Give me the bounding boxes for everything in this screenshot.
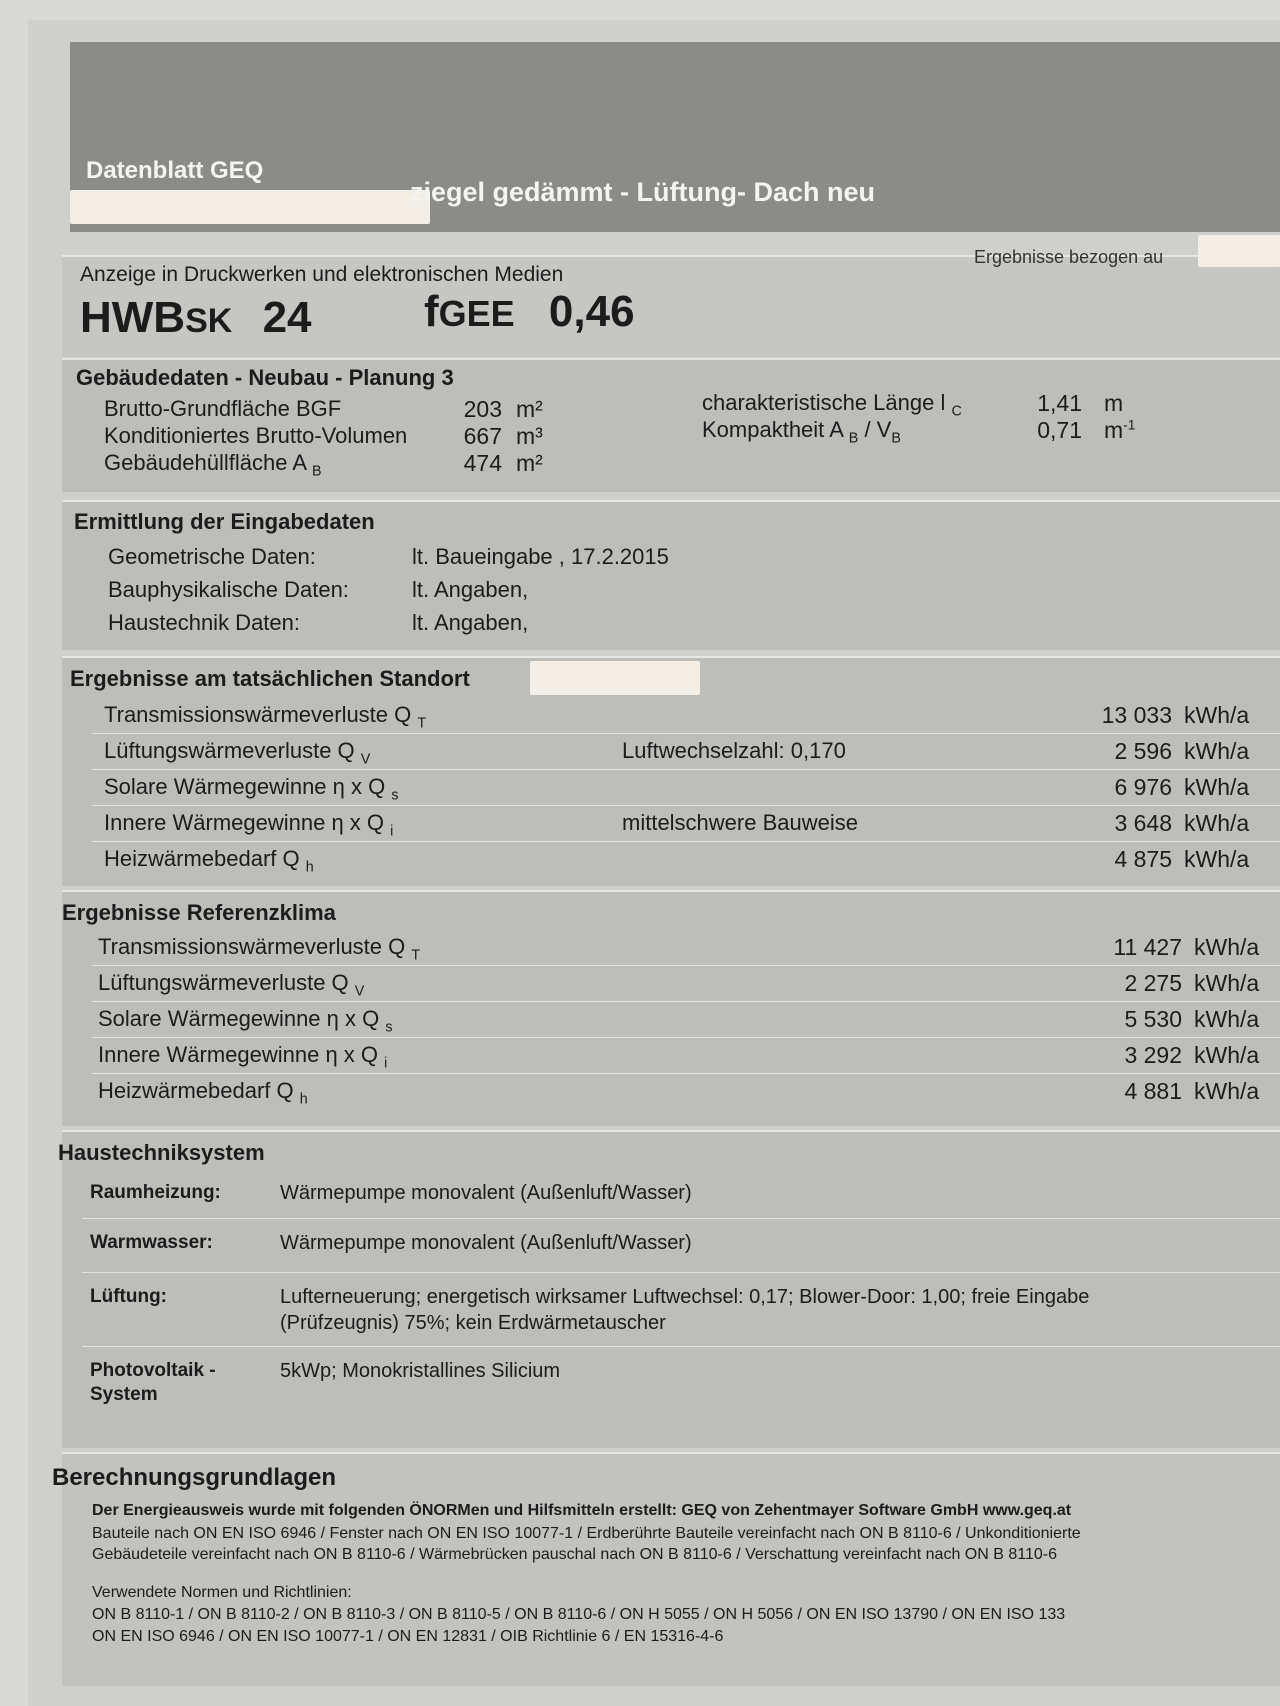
building-metric-unit-text: m [1104,417,1124,443]
reference-row-value: 5 530 [1124,1006,1182,1032]
row-separator [92,841,1280,842]
building-metric-unit-exp: -1 [1123,417,1136,433]
actual-row-label [104,774,399,803]
building-metric-unit [1104,417,1135,444]
hwb-label: HWB [80,293,186,342]
reference-row-unit: kWh/a [1194,1006,1260,1032]
reference-results-panel [62,890,1280,1126]
building-metric-unit-text: m [1104,390,1124,416]
basis-line-1: Der Energieausweis wurde mit folgenden ÖNORMen und Hilfsmitteln erstellt: GEQ von Zehentmayer Software GmbH www.geq.at [92,1502,1072,1519]
building-metric-label [702,390,962,419]
hwb-sub: SK [185,302,233,340]
tech-row-label: Photovoltaik - [90,1360,216,1381]
building-row-value: 474 [463,450,502,476]
actual-row-label-subscript: h [305,859,314,876]
reference-row-value: 4 881 [1124,1078,1182,1104]
redaction-tape [1198,235,1280,267]
building-metric-label-subscript: C [951,403,962,420]
tech-row-label-2: System [90,1384,158,1405]
basis-line-2: Bauteile nach ON EN ISO 6946 / Fenster nach ON EN ISO 10077-1 / Erdberührte Bauteile vereinfacht nach ON B 8110-6 / Unkonditionierte [92,1525,1081,1542]
reference-row-value: 2 275 [1124,970,1182,996]
input-row-label: Haustechnik Daten: [108,610,300,635]
tech-row-value: 5kWp; Monokristallines Silicium [280,1360,561,1382]
row-separator [82,1346,1280,1347]
input-row-value: lt. Angaben, [412,610,529,635]
actual-row-unit: kWh/a [1184,846,1250,872]
reference-row-label [98,1078,308,1107]
tech-row-value: Wärmepumpe monovalent (Außenluft/Wasser) [280,1182,692,1204]
row-separator [92,1001,1280,1002]
actual-row-label-text: Lüftungswärmeverluste Q [104,738,355,763]
tech-row-label: Lüftung: [90,1286,168,1307]
datasheet-title: Datenblatt GEQ [86,157,264,184]
fgee-indicator [424,287,635,337]
basis-line-6: ON EN ISO 6946 / ON EN ISO 10077-1 / ON EN 12831 / OIB Richtlinie 6 / EN 15316-4-6 [92,1628,724,1645]
basis-line-4: Verwendete Normen und Richtlinien: [92,1584,352,1601]
display-panel [62,247,1280,357]
reference-row-value: 3 292 [1124,1042,1182,1068]
actual-row-unit: kWh/a [1184,738,1250,764]
building-row-label-text: Brutto-Grundfläche BGF [104,396,342,421]
reference-row-label [98,934,420,963]
input-row-value: lt. Angaben, [412,577,529,602]
building-row-label-text: Gebäudehüllfläche A [104,450,306,475]
basis-title: Berechnungsgrundlagen [52,1464,337,1491]
basis-line-3: Gebäudeteile vereinfacht nach ON B 8110-6 / Wärmebrücken pauschal nach ON B 8110-6 / Verschattung vereinfacht nach ON B 8110-6 [92,1546,1057,1563]
input-row-label: Geometrische Daten: [108,544,316,569]
building-row-unit: m³ [516,423,543,449]
reference-row-label [98,1006,393,1035]
actual-row-label-text: Innere Wärmegewinne η x Q [104,810,385,835]
tech-row-value-2: (Prüfzeugnis) 75%; kein Erdwärmetauscher [280,1312,666,1334]
actual-row-label [104,846,314,875]
building-metric-label-subscript2: B [891,430,901,447]
building-row-value: 667 [463,423,502,449]
row-separator [82,1272,1280,1273]
building-row-value: 203 [463,396,502,422]
datasheet-subtitle: ziegel gedämmt - Lüftung- Dach neu [410,177,876,207]
building-row-label [104,423,407,449]
actual-row-label-subscript: V [360,751,371,768]
actual-row-note: mittelschwere Bauweise [622,810,858,835]
building-row-label [104,450,322,479]
actual-row-note: Luftwechselzahl: 0,170 [622,738,846,763]
reference-row-label-subscript: s [385,1019,393,1036]
reference-row-value: 11 427 [1113,934,1182,960]
reference-row-unit: kWh/a [1194,1042,1260,1068]
row-separator [92,769,1280,770]
redaction-tape [530,661,700,695]
display-label: Anzeige in Druckwerken und elektronischen Medien [80,263,564,286]
building-metric-label-text: Kompaktheit A [702,417,843,442]
actual-row-label-subscript: T [417,715,427,732]
tech-system-title: Haustechniksystem [58,1140,265,1165]
building-metric-label [702,417,901,446]
actual-row-value: 4 875 [1114,846,1172,872]
reference-row-label-subscript: h [299,1091,308,1108]
hwb-value: 24 [262,293,312,342]
actual-row-unit: kWh/a [1184,702,1250,728]
fgee-value: 0,46 [548,287,635,336]
header-band [70,42,1280,232]
building-row-unit: m² [516,396,543,422]
reference-row-label-text: Heizwärmebedarf Q [98,1078,294,1103]
actual-row-label [104,702,426,731]
building-row-label-text: Konditioniertes Brutto-Volumen [104,423,408,448]
redaction-tape [70,190,430,224]
row-separator [92,805,1280,806]
input-data-title: Ermittlung der Eingabedaten [74,509,375,534]
fgee-label: f [424,287,439,336]
tech-row-value: Wärmepumpe monovalent (Außenluft/Wasser) [280,1232,692,1254]
basis-panel [52,1452,1280,1686]
row-separator [92,965,1280,966]
reference-row-label-subscript: T [411,947,421,964]
actual-row-label-text: Transmissionswärmeverluste Q [104,702,412,727]
building-metric-label-subscript: B [848,430,859,447]
actual-row-value: 3 648 [1114,810,1172,836]
tech-row-label: Warmwasser: [90,1232,213,1253]
actual-row-value: 13 033 [1101,702,1172,728]
results-ref-label: Ergebnisse bezogen au [974,247,1164,267]
building-row-unit: m² [516,450,543,476]
building-metric-label-text2: / V [858,417,892,442]
building-row-label [104,396,341,422]
actual-row-label-text: Solare Wärmegewinne η x Q [104,774,386,799]
actual-row-unit: kWh/a [1184,774,1250,800]
reference-row-unit: kWh/a [1194,970,1260,996]
row-separator [92,1037,1280,1038]
tech-row-value: Lufterneuerung; energetisch wirksamer Luftwechsel: 0,17; Blower-Door: 1,00; freie Eingabe [280,1286,1090,1308]
row-separator [82,1218,1280,1219]
reference-row-label-text: Lüftungswärmeverluste Q [98,970,349,995]
input-data-panel [62,500,1280,650]
reference-row-label-subscript: i [384,1055,388,1072]
reference-row-label-text: Innere Wärmegewinne η x Q [98,1042,379,1067]
actual-row-label-text: Heizwärmebedarf Q [104,846,300,871]
hwb-indicator [80,293,312,343]
actual-row-label [104,810,393,839]
actual-row-label [104,738,370,767]
fgee-sub: GEE [438,293,515,334]
building-metric-value: 1,41 [1037,390,1082,416]
building-metric-unit [1104,390,1123,417]
reference-row-unit: kWh/a [1194,1078,1260,1104]
actual-row-value: 2 596 [1114,738,1172,764]
actual-results-title: Ergebnisse am tatsächlichen Standort [70,666,470,691]
actual-row-label-subscript: i [390,823,394,840]
building-row-label-subscript: B [311,463,322,480]
actual-row-value: 6 976 [1114,774,1172,800]
actual-results-panel [62,656,1280,886]
basis-line-5: ON B 8110-1 / ON B 8110-2 / ON B 8110-3 / ON B 8110-5 / ON B 8110-6 / ON H 5055 / ON H 5056 / ON EN ISO 13790 / ON EN ISO 133 [92,1606,1066,1623]
reference-row-label [98,1042,387,1071]
building-data-title: Gebäudedaten - Neubau - Planung 3 [76,365,454,390]
reference-row-label-subscript: V [354,983,365,1000]
reference-row-label-text: Transmissionswärmeverluste Q [98,934,406,959]
building-metric-label-text: charakteristische Länge l [702,390,946,415]
input-row-label: Bauphysikalische Daten: [108,577,349,602]
row-separator [92,1073,1280,1074]
actual-row-label-subscript: s [391,787,399,804]
actual-row-unit: kWh/a [1184,810,1250,836]
tech-row-label: Raumheizung: [90,1182,221,1203]
building-metric-value: 0,71 [1037,417,1082,443]
input-row-value: lt. Baueingabe , 17.2.2015 [412,544,669,569]
row-separator [92,733,1280,734]
building-data-panel [62,358,1280,492]
reference-row-label [98,970,364,999]
reference-results-title: Ergebnisse Referenzklima [62,900,336,925]
tech-system-panel [58,1130,1280,1448]
reference-row-unit: kWh/a [1194,934,1260,960]
reference-row-label-text: Solare Wärmegewinne η x Q [98,1006,380,1031]
